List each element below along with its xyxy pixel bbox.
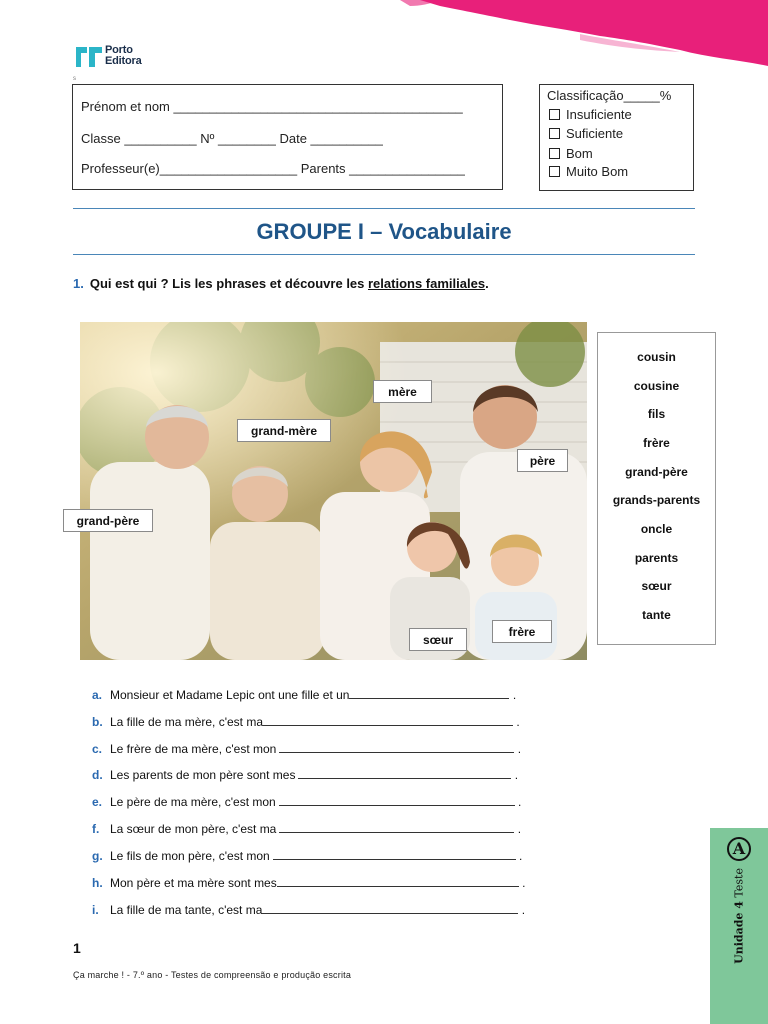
section-title: GROUPE I – Vocabulaire	[256, 219, 512, 244]
grade-option-label: Muito Bom	[566, 164, 629, 179]
publisher-logo-icon	[76, 47, 102, 67]
grade-option-insuficiente[interactable]	[549, 107, 632, 122]
sentence-text: Monsieur et Madame Lepic ont une fille et un	[110, 688, 350, 702]
grade-option-label: Suficiente	[566, 126, 624, 141]
grade-title: Classificação_____%	[547, 88, 672, 103]
word-grand-pere: grand-père	[625, 465, 688, 479]
header-rule-bottom	[73, 254, 695, 255]
sentence-i	[92, 902, 525, 920]
sentence-period: .	[522, 876, 526, 890]
logo-text	[105, 45, 142, 67]
sentence-letter: h.	[92, 876, 103, 890]
sentence-text: Les parents de mon père sont mes	[110, 768, 296, 782]
sentence-letter: c.	[92, 742, 103, 756]
sentence-letter: f.	[92, 822, 100, 836]
footer-text: Ça marche ! - 7.º ano - Testes de compreensão e produção escrita	[73, 970, 352, 980]
question-text: Qui est qui ? Lis les phrases et découvre les	[89, 276, 368, 291]
logo-footnote-mark: s	[73, 76, 76, 82]
sentence-text: La sœur de mon père, c'est ma	[110, 822, 277, 836]
word-cousin: cousin	[637, 350, 676, 364]
sentence-e	[92, 794, 521, 812]
answer-blank[interactable]	[279, 821, 514, 833]
sentence-d	[92, 767, 518, 785]
word-soeur: sœur	[641, 579, 672, 593]
label-pere: père	[517, 449, 568, 472]
label-grand-mere: grand-mère	[237, 419, 331, 442]
unit-label	[733, 868, 746, 964]
checkbox-icon[interactable]	[549, 166, 560, 177]
sentence-period: .	[517, 822, 522, 836]
unit-name: Unidade 4	[732, 901, 746, 964]
pink-brush-decoration	[380, 0, 768, 70]
word-tante: tante	[642, 608, 671, 622]
sentence-letter: a.	[92, 688, 103, 702]
sentence-c	[92, 741, 521, 759]
label-grand-pere: grand-père	[63, 509, 153, 532]
student-info-box	[72, 84, 503, 190]
sentence-a	[92, 687, 516, 705]
label-frere: frère	[492, 620, 552, 643]
porto-editora-logo	[76, 45, 186, 71]
question-text-end: .	[485, 276, 489, 291]
answer-blank[interactable]	[277, 875, 519, 887]
question-underlined-text: relations familiales	[368, 276, 486, 291]
word-grands-parents: grands-parents	[612, 493, 701, 507]
answer-blank[interactable]	[263, 714, 513, 726]
sentence-letter: i.	[92, 903, 99, 917]
sentence-period: .	[519, 849, 523, 863]
test-label: Teste	[732, 868, 746, 898]
family-photo-illustration	[80, 322, 587, 660]
grade-option-bom[interactable]	[549, 146, 593, 161]
class-number-date-fields[interactable]: Classe __________ Nº ________ Date __________	[81, 131, 383, 146]
checkbox-icon[interactable]	[549, 128, 560, 139]
answer-blank[interactable]	[262, 902, 518, 914]
grade-option-label: Bom	[566, 146, 593, 161]
question-number: 1.	[73, 276, 84, 291]
sentence-period: .	[517, 742, 522, 756]
sentence-letter: b.	[92, 715, 103, 729]
sentence-text: La fille de ma mère, c'est ma	[110, 715, 264, 729]
answer-blank[interactable]	[273, 848, 516, 860]
sentence-text: Mon père et ma mère sont mes	[110, 876, 277, 890]
sentence-text: Le père de ma mère, c'est mon	[110, 795, 276, 809]
word-fils: fils	[647, 407, 666, 421]
sentence-h	[92, 875, 525, 893]
sentence-b	[92, 714, 520, 732]
family-photo	[80, 322, 587, 660]
grading-box	[539, 84, 694, 191]
word-cousine: cousine	[633, 379, 680, 393]
page-number: 1	[73, 940, 81, 956]
logo-line1: Porto	[105, 44, 133, 56]
word-parents: parents	[634, 551, 679, 565]
sentence-period: .	[518, 795, 522, 809]
answer-blank[interactable]	[349, 687, 509, 699]
sentence-period: .	[516, 715, 520, 729]
grade-option-suficiente[interactable]	[549, 126, 623, 141]
answer-blank[interactable]	[279, 794, 515, 806]
name-field[interactable]: Prénom et nom ________________________________________	[81, 99, 463, 114]
logo-line2: Editora	[105, 55, 142, 67]
teacher-parents-fields[interactable]: Professeur(e)___________________ Parents ________________	[81, 161, 465, 176]
sentence-f	[92, 821, 521, 839]
sentence-period: .	[514, 768, 519, 782]
answer-blank[interactable]	[279, 741, 514, 753]
sentence-letter: g.	[92, 849, 103, 863]
word-bank	[597, 332, 716, 645]
label-soeur: sœur	[409, 628, 467, 651]
sentence-letter: d.	[92, 768, 103, 782]
word-frere: frère	[643, 436, 670, 450]
grade-option-label: Insuficiente	[566, 107, 632, 122]
label-mere: mère	[373, 380, 432, 403]
unit-side-tab	[710, 828, 768, 1024]
sentence-text: Le fils de mon père, c'est mon	[110, 849, 270, 863]
word-oncle: oncle	[640, 522, 673, 536]
sentence-period: .	[512, 688, 517, 702]
sentence-letter: e.	[92, 795, 103, 809]
sentence-text: Le frère de ma mère, c'est mon	[110, 742, 277, 756]
checkbox-icon[interactable]	[549, 109, 560, 120]
sentence-g	[92, 848, 522, 866]
answer-blank[interactable]	[298, 767, 511, 779]
sentence-text: La fille de ma tante, c'est ma	[110, 903, 263, 917]
header-rule-top	[73, 208, 695, 209]
question-1	[73, 276, 489, 291]
sentence-period: .	[521, 903, 526, 917]
checkbox-icon[interactable]	[549, 148, 560, 159]
grade-option-muito-bom[interactable]	[549, 164, 628, 179]
test-version-badge: A	[727, 837, 751, 861]
